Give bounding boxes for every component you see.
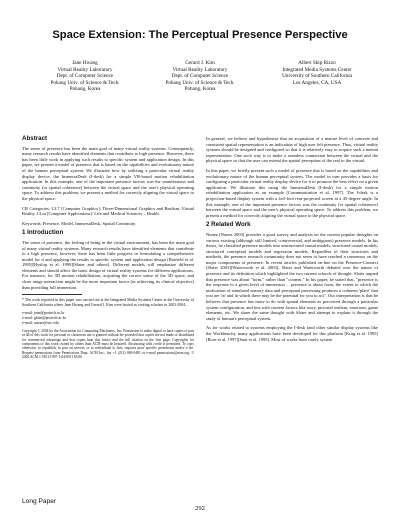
body-paragraph: Nunez [Nunez 2003] provides a good survey and analysis on the current popular thoughts on various existing (although still limited, controversial, and ambiguous) presence models. In his thesis, he classified presence models into unstructured causal models, structured causal models, structured conceptual models and regression models. Regardless of their structures and methods, the presence research community does not seem to have reached a consensus on the major components of presence. In recent articles published on-line on the Presence-Connect [Slater 2003][Waterworth et al. 2003], Slater and Waterworth debated over the nature of presence and its definition which highlighted the two current schools of thought. Slater argued that presence was about "form," rather than "content." In his paper, he stated that, "presence is the response to a given level of immersion ... presence is about form, the extent to which the unification of simulated sensory data and perceptual processing produces a coherent 'place' that you are 'in' and in which there may be the potential for you to act". Our interpretation is that he believes that presence has more to do with spatial elements as perceived through a particular system configuration, and less with content factors like story, pictorial realism, emotions, game elements, etc. We share the same thought with Slater and attempt to explain it through the study of human's perceptual system.	[206, 231, 378, 321]
author-affiliation: University of Southern California	[282, 73, 352, 80]
abstract-text: The sense of presence has been the main goal of many virtual reality systems. Consequently, many research results have identified elements that contribute to high presence. However, there has been little work in applying such results to specific system and application design. In this paper, we present a model of presence that is based on the capabilities and evolutionary nature of the human perceptual system. We illustrate how by utilizing a particular virtual reality display device, the ImmersaDesk (I-desk) for a simple VR-based motion rehabilitation application. In this example, one of the important presence factors was the seamlessness and continuity (or spatial coherence) between the virtual space and the user's physical operating space. To address this problem, we present a method for correctly aligning the virtual space to the physical space.	[22, 145, 194, 201]
body-paragraph: In this paper, we briefly present such a model of presence that is based on the capabilities and evolutionary nature of the human perceptual system. The model in turn provides a basis for configuring a particular virtual reality display device for it to promote the best effect on a given application. We illustrate this using the ImmersaDesk (I-desk) for a simple motion rehabilitation application as an example [Communication et al. 1997]. The I-desk is a projection-based display system with a 4x5-foot rear-projected screen at a 45-degree angle. In this example, one of the important presence factors was the continuity (or spatial coherence) between the virtual space and the user's physical operating space. To address this problem, we present a method for correctly aligning the virtual space to the physical space.	[206, 167, 378, 218]
page-number: 292	[195, 505, 205, 512]
author-affiliation: Pohang, Korea	[184, 86, 216, 93]
keywords: Keywords: Presence, Model, ImmersaDesk, Spatial Continuity.	[22, 220, 137, 226]
related-work-heading: 2 Related Work	[206, 221, 251, 229]
cr-categories: CR Categories: I.3.7 [Computer Graphics]: Three-Dimensional Graphics and Realism–Virtual Reality J.3.m [Computer Applications]: Life and Medical Sciences – Health.	[22, 205, 194, 217]
author-name: Jane Hwang	[72, 60, 98, 66]
footnote-email: e-mail: gkim@postech.ac.kr	[22, 316, 67, 321]
right-column	[206, 136, 378, 346]
intro-text: The sense of presence, the feeling of being in the virtual environment, has been the main goal of many virtual reality systems. Many research results have identified elements that contribute to a high presence, however, there has been little progress in formulating a comprehensive model for it and applying the results to specific system and application design [Barfield et al. 1995][Hyslop et al. 1999][Slater and others]. Different models will emphasize different elements and should affect the basic design of virtual reality systems for different applications. For instance, for 3D motion rehabilitation, acquiring the correct sense of the 3D space, and close range interaction might be the more important factor (in achieving its clinical objective) than providing full immersion.	[22, 239, 194, 290]
author-block-2	[135, 60, 265, 93]
author-affiliation: Dept. of Computer Science	[56, 73, 114, 80]
author-affiliation: Pohang Univ. of Science & Tech.	[50, 79, 120, 86]
author-affiliation: Los Angeles, CA, USA	[292, 79, 342, 86]
author-affiliation: Dept. of Computer Science	[171, 73, 229, 80]
footnote-email: e-mail: arizzo@usc.edu	[22, 321, 59, 326]
footnote-email: e-mail: jane@postech.ac.kr	[22, 311, 65, 316]
author-affiliation: Virtual Reality Laboratory	[172, 66, 228, 73]
long-paper-label: Long Paper	[22, 498, 57, 505]
author-block-1	[20, 60, 150, 93]
intro-heading: 1 Introduction	[22, 229, 64, 237]
author-affiliation: Integrated Media Systems Center	[282, 66, 352, 73]
copyright-notice: Copyright © 2004 by the Association for Computing Machinery, Inc. Permission to make digital or hard copies of part or all of this work for personal or classroom use is granted without fee provided that copies are not made or distributed for commercial advantage and that copies bear this notice and the full citation on the first page. Copyrights for components of this work owned by others than ACM must be honored. Abstracting with credit is permitted. To copy otherwise, to republish, to post on servers, or to redistribute to lists, requires prior specific permission and/or a fee. Request permissions from Permissions Dept, ACM Inc., fax +1 (212) 869-0481 or e-mail permissions@acm.org. © 2004 ACM 1-58113-907-1/04/0011 $5.00	[22, 328, 194, 360]
abstract-heading: Abstract	[22, 135, 48, 142]
author-name: Gerard J. Kim	[185, 60, 215, 66]
author-block-3	[252, 60, 382, 86]
author-name: Albert Skip Rizzo	[298, 60, 336, 66]
author-affiliation: Virtual Reality Laboratory	[57, 66, 113, 73]
body-paragraph: In general, we believe and hypothesize that an acquisition of a mature level of concrete and consistent spatial representation is an indication of high user felt presence. Thus, virtual reality systems should be designed and configured so that it is relatively easy to acquire such a mental representation. One such way is to make a seamless connection between the virtual and the physical space so that the user can extend the spatial perception of the real to the virtual.	[206, 136, 378, 164]
body-paragraph: As for works related to systems employing the I-desk (and other similar display systems like the Workbench), many applications have been developed for this platform [Krug et al. 1995][Rose et al. 1997][Saar et al. 1995]. Most of works have rarely system	[206, 325, 378, 342]
author-affiliation: Pohang Univ. of Science & Tech.	[165, 79, 235, 86]
paper-title: Space Extension: The Perceptual Presence Perspective	[52, 29, 348, 41]
footnote-text: * The work reported in this paper was carried out at the Integrated Media Systems Center at the University of Southern California where Jane Hwang and Gerard J. Kim were hosted as visiting scholars in 2003-2004.	[22, 297, 194, 307]
left-column	[22, 136, 194, 364]
author-affiliation: Pohang, Korea	[69, 86, 101, 93]
footnote-divider	[22, 294, 82, 295]
